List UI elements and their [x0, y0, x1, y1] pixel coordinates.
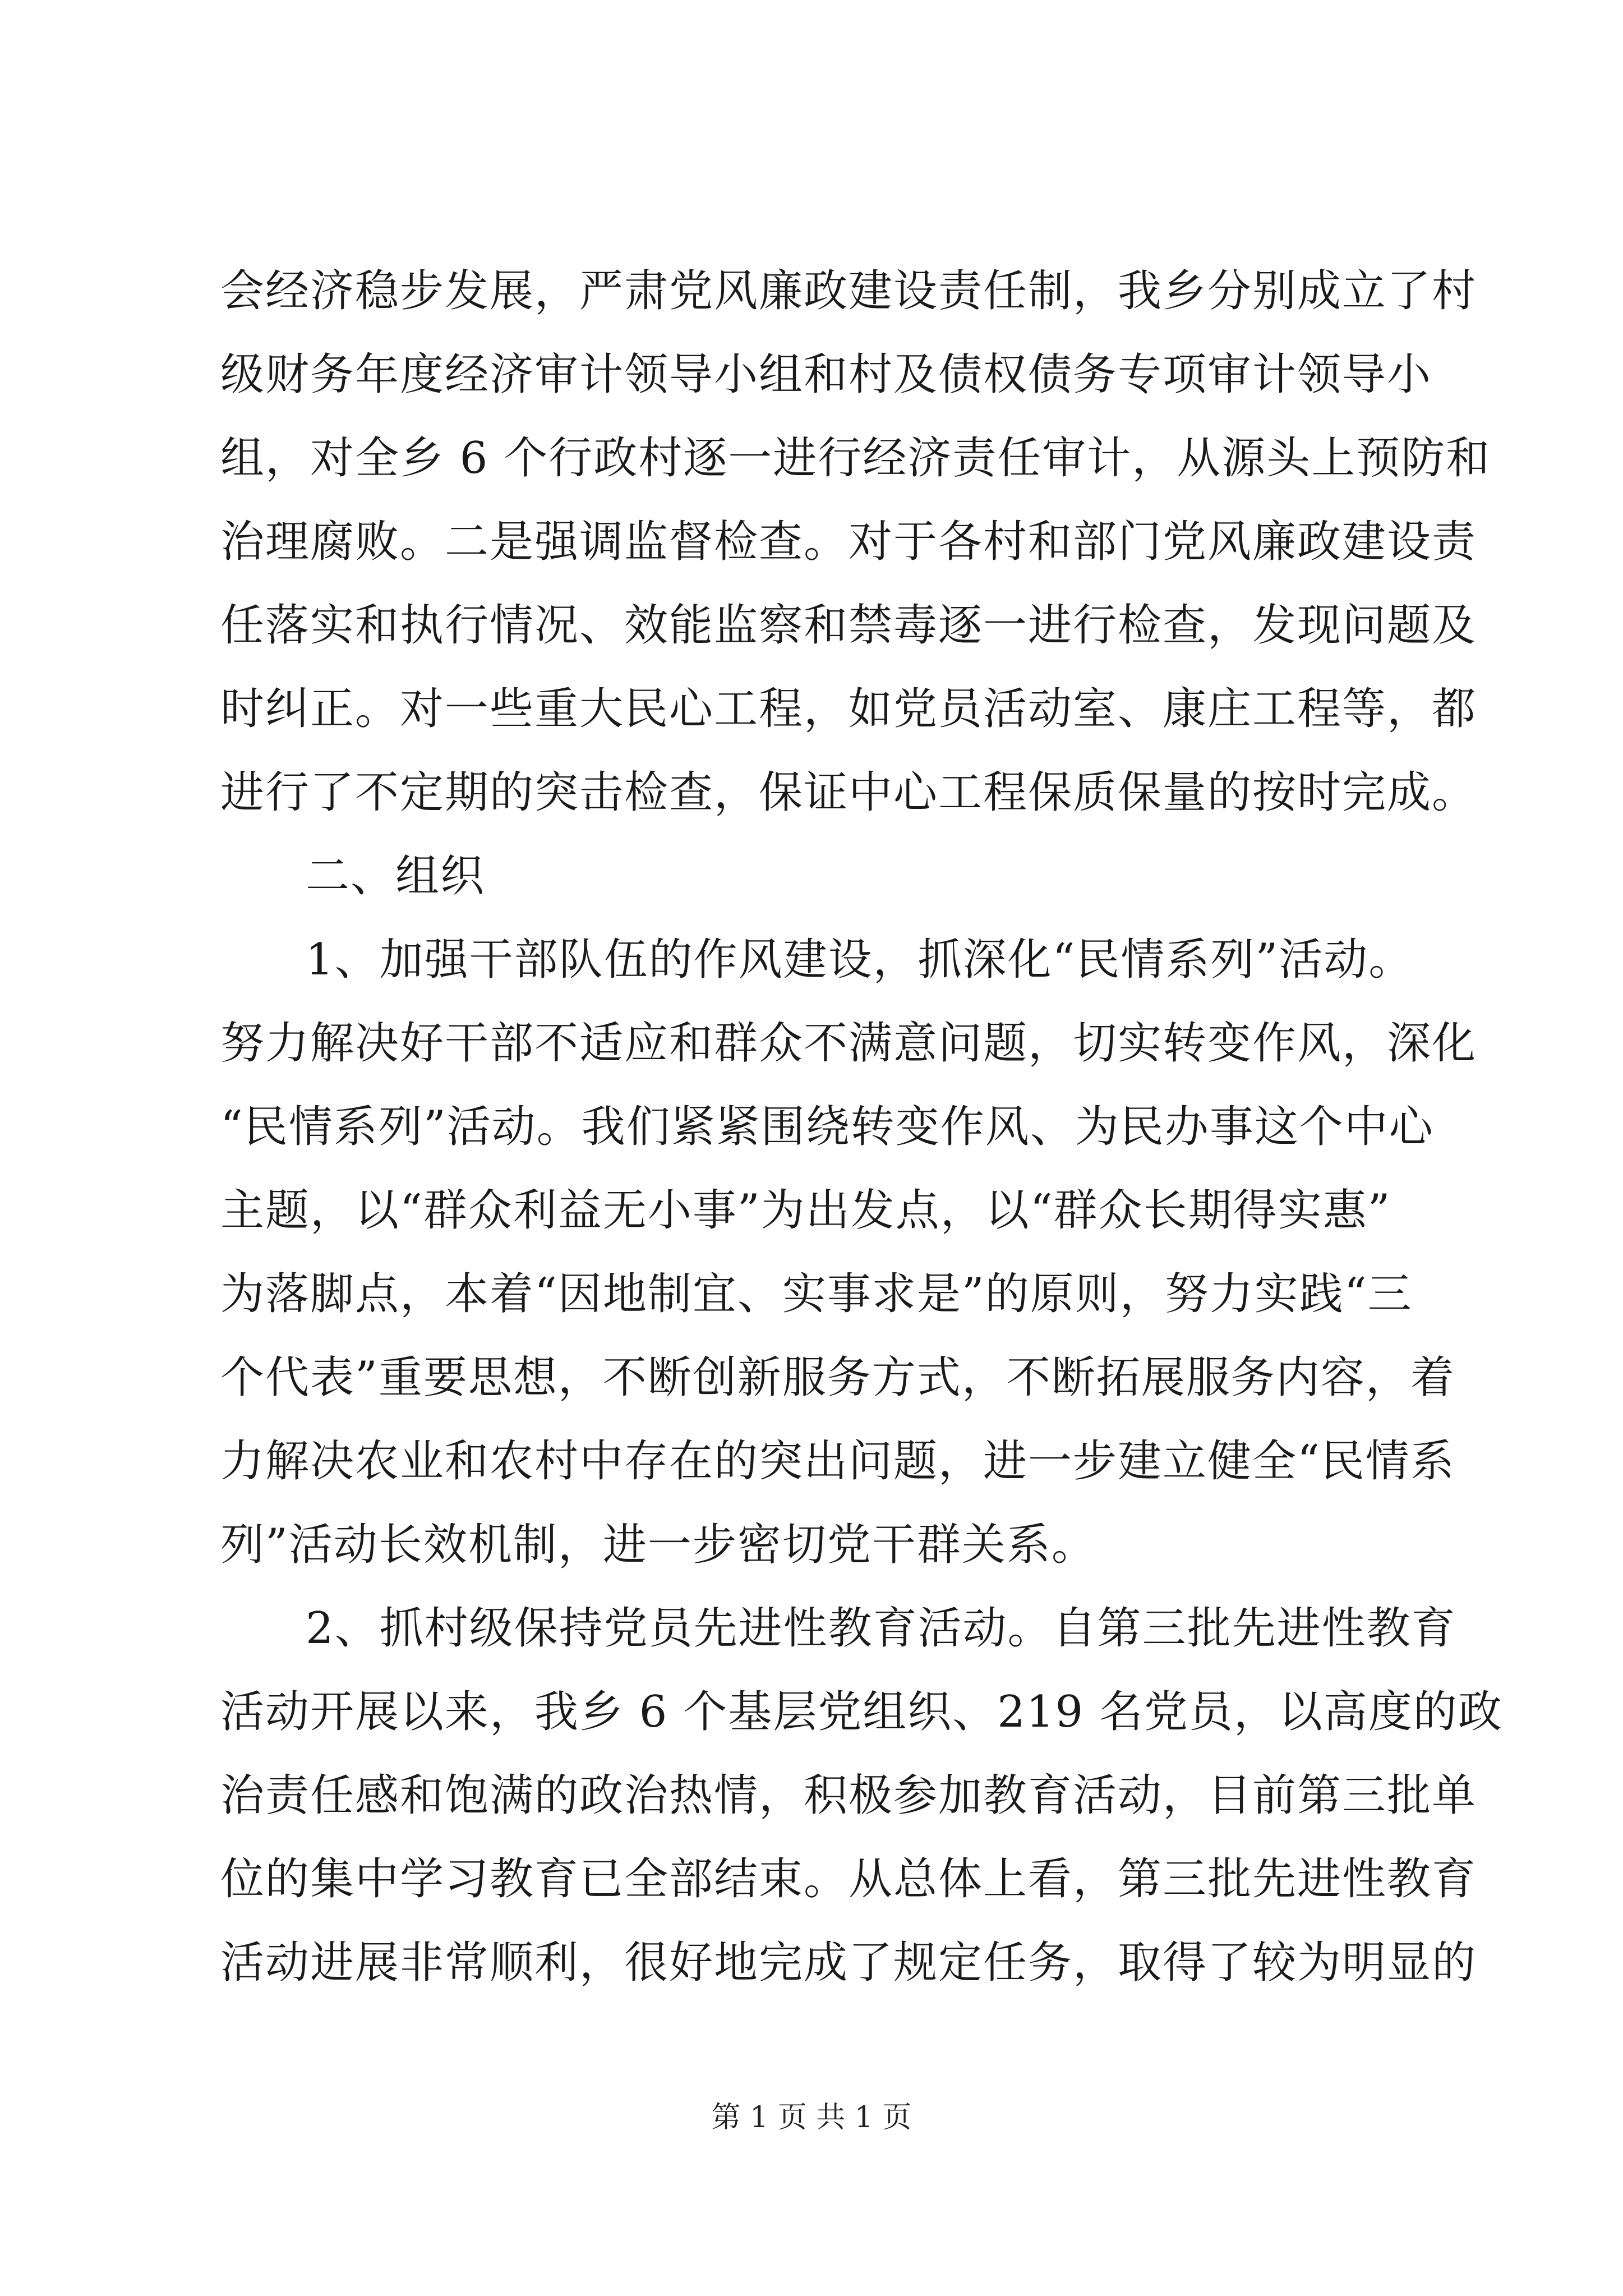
text-line: 会经济稳步发展，严肃党风廉政建设责任制，我乡分别成立了村	[220, 266, 1477, 316]
page-footer	[0, 2098, 1623, 2137]
document-body	[220, 250, 1503, 2005]
text-line: 位的集中学习教育已全部结束。从总体上看，第三批先进性教育	[220, 1854, 1477, 1904]
text-line: 力解决农业和农村中存在的突出问题，进一步建立健全“民情系	[220, 1436, 1455, 1487]
text-line: 活动进展非常顺利，很好地完成了规定任务，取得了较为明显的	[220, 1938, 1477, 1988]
page-number: 第 1 页 共 1 页	[711, 2101, 912, 2134]
text-line: 主题，以“群众利益无小事”为出发点，以“群众长期得实惠”	[220, 1185, 1391, 1236]
text-line: 级财务年度经济审计领导小组和村及债权债务专项审计领导小	[220, 349, 1432, 400]
text-line: 组，对全乡 6 个行政村逐一进行经济责任审计，从源头上预防和	[220, 433, 1491, 484]
text-line: 个代表”重要思想，不断创新服务方式，不断拓展服务内容，着	[220, 1352, 1455, 1403]
text-line: 时纠正。对一些重大民心工程，如党员活动室、康庄工程等，都	[220, 684, 1477, 734]
text-line: 为落脚点，本着“因地制宜、实事求是”的原则，努力实践“三	[220, 1269, 1413, 1319]
section-heading: 二、组织	[306, 851, 486, 901]
paragraph-start-line: 1、加强干部队伍的作风建设，抓深化“民情系列”活动。	[306, 935, 1414, 985]
text-line: “民情系列”活动。我们紧紧围绕转变作风、为民办事这个中心	[220, 1102, 1434, 1152]
text-line: 活动开展以来，我乡 6 个基层党组织、219 名党员，以高度的政	[220, 1687, 1503, 1737]
text-line: 治责任感和饱满的政治热情，积极参加教育活动，目前第三批单	[220, 1770, 1477, 1821]
text-line: 治理腐败。二是强调监督检查。对于各村和部门党风廉政建设责	[220, 517, 1477, 567]
text-line: 进行了不定期的突击检查，保证中心工程保质保量的按时完成。	[220, 767, 1477, 818]
paragraph-start-line: 2、抓村级保持党员先进性教育活动。自第三批先进性教育	[306, 1603, 1456, 1654]
text-line: 努力解决好干部不适应和群众不满意问题，切实转变作风，深化	[220, 1018, 1477, 1069]
text-line: 任落实和执行情况、效能监察和禁毒逐一进行检查，发现问题及	[220, 600, 1477, 651]
text-line: 列”活动长效机制，进一步密切党干群关系。	[220, 1520, 1096, 1570]
